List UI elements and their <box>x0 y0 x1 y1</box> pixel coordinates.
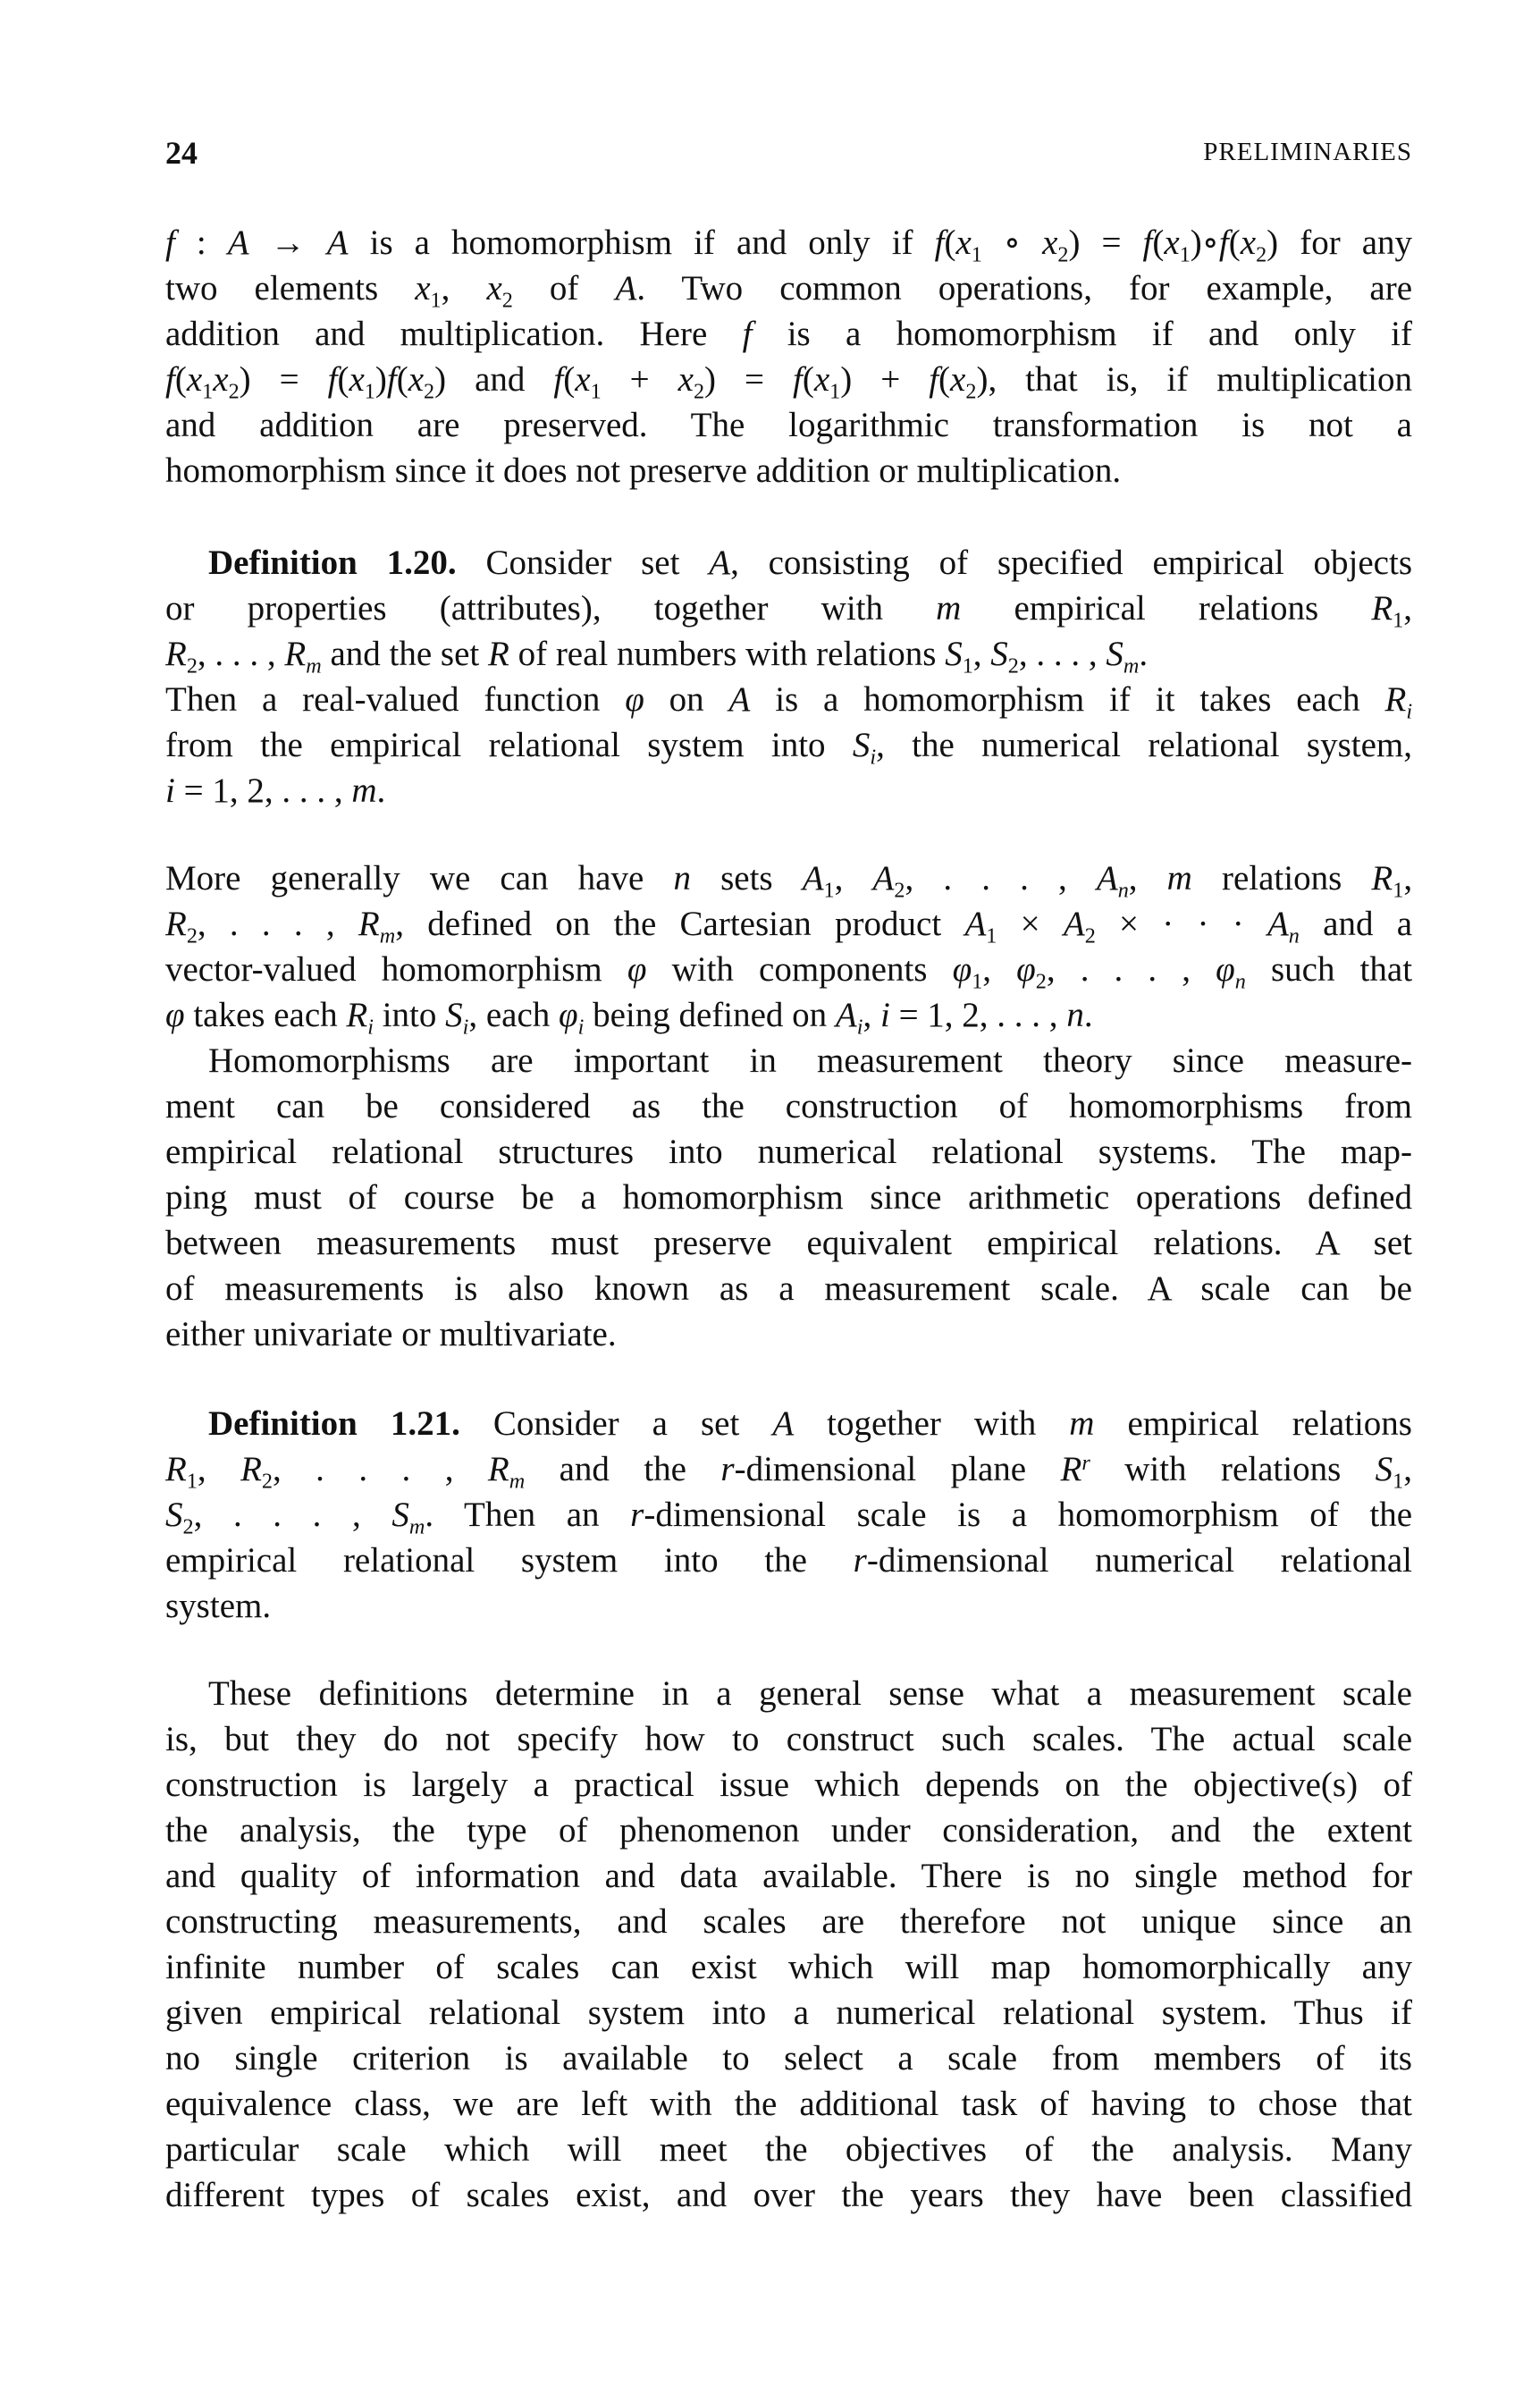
running-title: PRELIMINARIES <box>1203 138 1412 166</box>
generalization-paragraph: More generally we can have n sets $A_1$, $A_2$, . . . , $A_n$, m relations $R_1$, $R_2$, . . . , $R_m$, defined on the Cartesian product $A_1 \times A_2$ × · · · $A_n$ and a vector-valued homomorphism φ with components $\varphi_1$, $\varphi_2$, . . . , $\varphi_n$ such that φ takes each $R_i$ into $S_i$, each $\varphi_i$ being defined on $A_i$, i = 1, 2, . . . , n. <box>165 859 1413 1040</box>
measurement-theory-paragraph: Homomorphisms are important in measurement theory since measure- ment can be considered as the construction of homomorphisms from empirical relational structures into numerical relational systems. The map- ping must of course be a homomorphism since arithmetic operations defined between measurements must preserve equivalent empirical relations. A set of measurements is also known as a measurement scale. A scale can be either univariate or multivariate. <box>165 1041 1412 1353</box>
definition-1-20: Definition 1.20. Consider set A, consisting of specified empirical objects or properties (attributes), together with m empirical relations $R_1$, $R_2$, . . . , $R_m$ and the set R of real numbers with relations $S_1$, $S_2$, . . . , $S_m$. Then a real-valued function φ on A is a homomorphism if it takes each $R_i$ from the empirical relational system into $S_i$, the numerical relational system, i = 1, 2, . . . , m. <box>165 544 1413 810</box>
page-number: 24 <box>165 135 198 171</box>
homomorphism-paragraph: f : A → A is a homomorphism if and only if $f(x_1$ ∘ $x_2$) = $f(x_1)\circ f(x_2)$ for any two elements $x_1$, $x_2$ of A. Two common operations, for example, are addition and multiplication. Here f is a homomorphism if and only if $f(x_1x_2) = f(x_1)f(x_2)$ and $f(x_1 + x_2) = f(x_1) + f(x_2)$, that is, if multiplication and addition are preserved. The logarithmic transformation is not a homomorphism since it does not preserve addition or multiplication. <box>165 223 1413 490</box>
definition-1-21: Definition 1.21. Consider a set A together with m empirical relations $R_1$, $R_2$, . . . , $R_m$ and the r-dimensional plane $R^r$ with relations $S_1$, $S_2$, . . . , $S_m$. Then an r-dimensional scale is a homomorphism of the empirical relational system into the r-dimensional numerical relational system. <box>165 1404 1413 1625</box>
scale-construction-paragraph: These definitions determine in a general sense what a measurement scale is, but they do not specify how to construct such scales. The actual scale construction is largely a practical issue which depends on the objective(s) of the analysis, the type of phenomenon under consideration, and the extent and quality of information and data available. There is no single method for constructing measurements, and scales are therefore not unique since an infinite number of scales can exist which will map homomorphically any given empirical relational system into a numerical relational system. Thus if no single criterion is available to select a scale from members of its equivalence class, we are left with the additional task of having to chose that particular scale which will meet the objectives of the analysis. Many different types of scales exist, and over the years they have been classified <box>165 1674 1412 2214</box>
page-header <box>165 134 1412 170</box>
definition-label: Definition 1.21. <box>208 1404 460 1443</box>
definition-label: Definition 1.20. <box>208 544 457 582</box>
